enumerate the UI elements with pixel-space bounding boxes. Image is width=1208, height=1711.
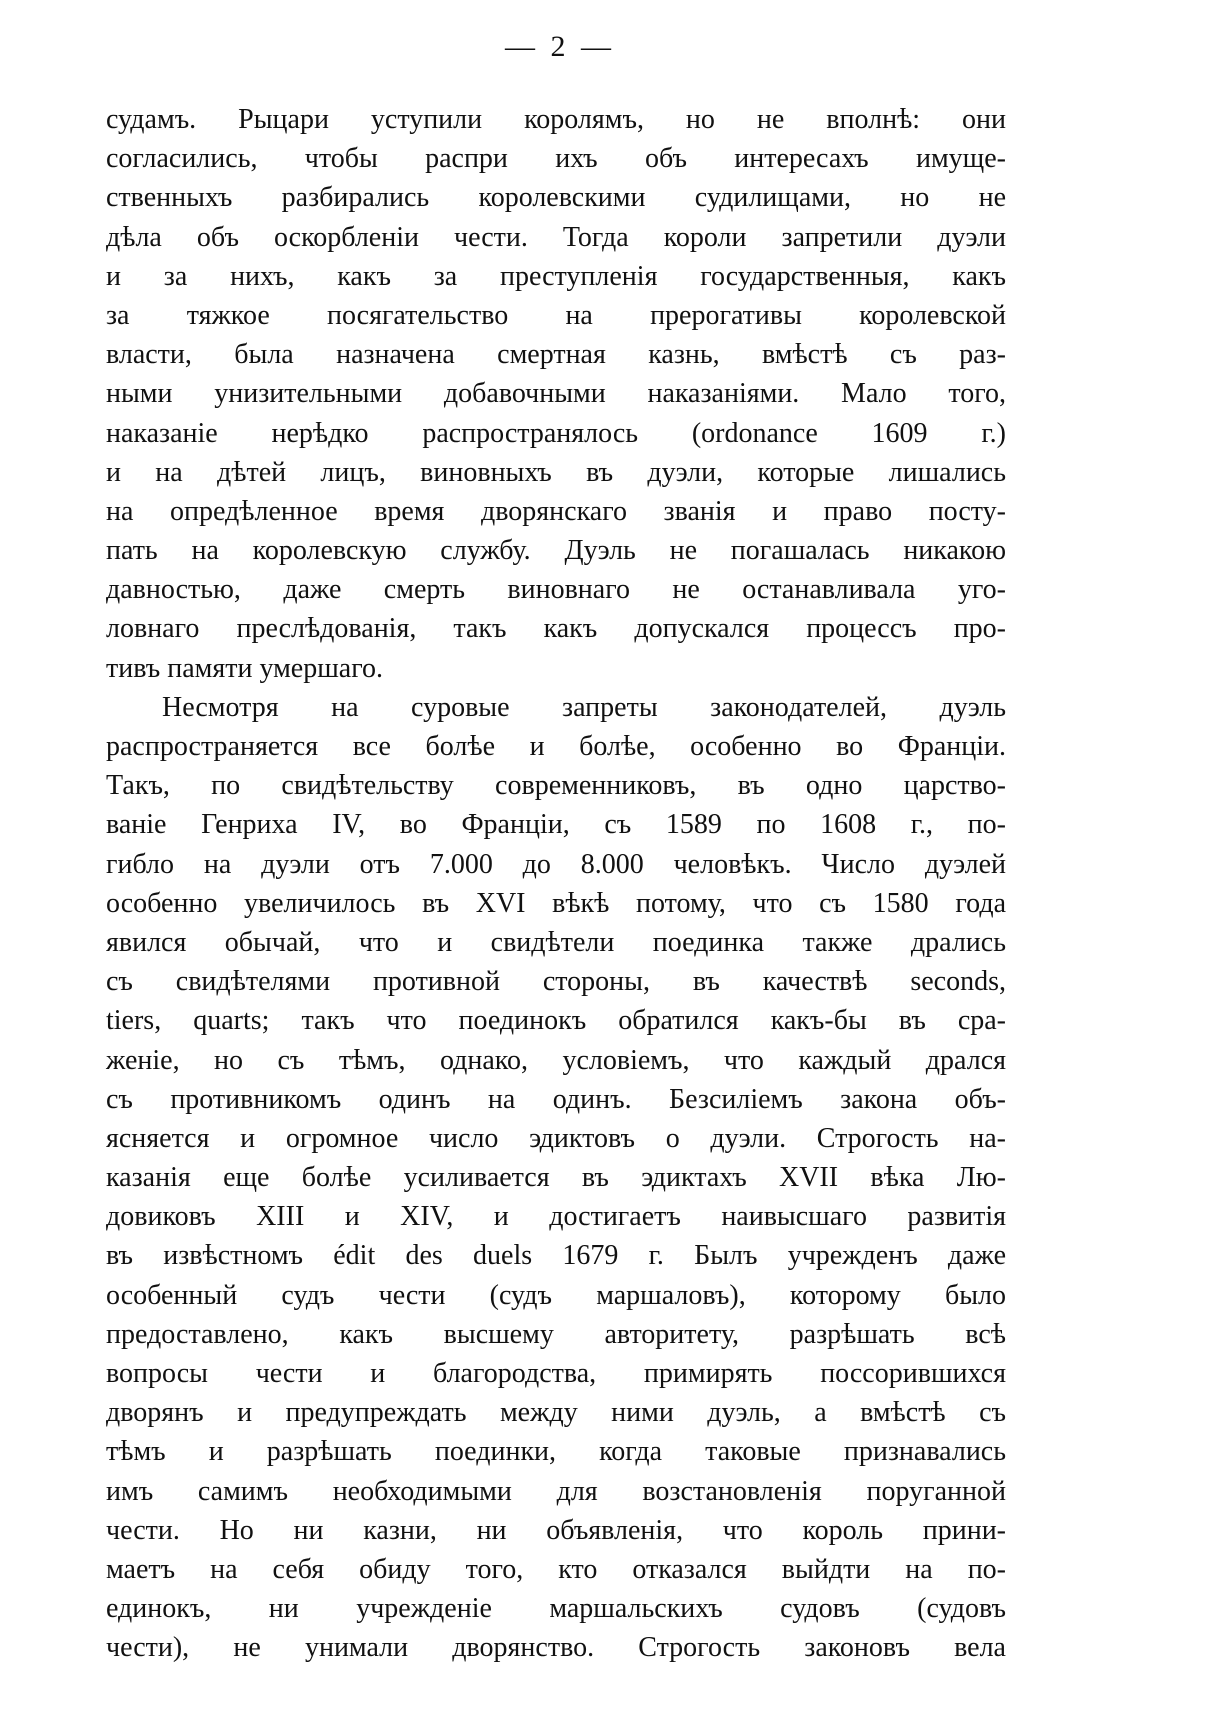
text-line: tiers, quarts; такъ что поединокъ обратился какъ-бы въ сра-: [106, 1005, 1006, 1037]
text-line: распространяется все болѣе и болѣе, особенно во Франціи.: [106, 731, 1006, 762]
text-line: особенный судъ чести (судъ маршаловъ), которому было: [106, 1279, 1006, 1311]
text-line: Несмотря на суровые запреты законодателей, дуэль: [162, 691, 1006, 723]
text-line: предоставлено, какъ высшему авторитету, разрѣшать всѣ: [106, 1318, 1006, 1350]
text-line: и на дѣтей лицъ, виновныхъ въ дуэли, которые лишались: [106, 456, 1006, 488]
text-line: пать на королевскую службу. Дуэль не погашалась никакою: [106, 535, 1006, 567]
text-line: власти, была назначена смертная казнь, вмѣстѣ съ раз-: [106, 339, 1006, 371]
text-line: въ извѣстномъ édit des duels 1679 г. Былъ учрежденъ даже: [106, 1240, 1006, 1272]
page-number: — 2 —: [505, 30, 615, 63]
body-text: [106, 100, 1006, 1668]
text-line: согласились, чтобы распри ихъ объ интересахъ имуще-: [106, 143, 1006, 175]
text-line: женіе, но съ тѣмъ, однако, условіемъ, что каждый дрался: [106, 1044, 1006, 1076]
text-line: съ противникомъ одинъ на одинъ. Безсиліемъ закона объ-: [106, 1083, 1006, 1115]
paragraph: [106, 688, 1006, 1668]
text-line: ясняется и огромное число эдиктовъ о дуэли. Строгость на-: [106, 1122, 1006, 1154]
text-line: давностью, даже смерть виновнаго не останавливала уго-: [106, 574, 1006, 606]
text-line: вопросы чести и благородства, примирять поссорившихся: [106, 1358, 1006, 1389]
text-line: чести. Но ни казни, ни объявленія, что король прини-: [106, 1514, 1006, 1546]
text-line: гибло на дуэли отъ 7.000 до 8.000 человѣкъ. Число дуэлей: [106, 848, 1006, 880]
paragraph: [106, 100, 1006, 688]
text-line: съ свидѣтелями противной стороны, въ качествѣ seconds,: [106, 966, 1006, 998]
text-line: за тяжкое посягательство на прерогативы королевской: [106, 299, 1006, 331]
text-line: чести), не унимали дворянство. Строгость законовъ вела: [106, 1632, 1006, 1664]
text-line: Такъ, по свидѣтельству современниковъ, въ одно царство-: [106, 770, 1006, 802]
text-line: наказаніе нерѣдко распространялось (ordonance 1609 г.): [106, 417, 1006, 449]
text-line: единокъ, ни учрежденіе маршальскихъ судовъ (судовъ: [106, 1593, 1006, 1625]
text-line: явился обычай, что и свидѣтели поединка также дрались: [106, 926, 1006, 958]
text-line: тивъ памяти умершаго.: [106, 652, 384, 684]
text-line: имъ самимъ необходимыми для возстановленія поруганной: [106, 1475, 1006, 1507]
text-line: казанія еще болѣе усиливается въ эдиктахъ XVII вѣка Лю-: [106, 1162, 1006, 1194]
text-line: и за нихъ, какъ за преступленія государственныя, какъ: [106, 260, 1006, 292]
text-line: довиковъ XIII и XIV, и достигаетъ наивысшаго развитія: [106, 1201, 1006, 1233]
text-line: тѣмъ и разрѣшать поединки, когда таковые признавались: [106, 1436, 1006, 1468]
text-line: дворянъ и предупреждать между ними дуэль, а вмѣстѣ съ: [106, 1397, 1006, 1429]
text-line: особенно увеличилось въ XVI вѣкѣ потому, что съ 1580 года: [106, 887, 1006, 919]
text-line: ственныхъ разбирались королевскими судилищами, но не: [106, 182, 1006, 214]
text-line: на опредѣленное время дворянскаго званія и право посту-: [106, 495, 1006, 527]
text-line: ными унизительными добавочными наказаніями. Мало того,: [106, 378, 1006, 410]
text-line: ваніе Генриха IV, во Франціи, съ 1589 по 1608 г., по-: [106, 809, 1006, 841]
text-line: дѣла объ оскорбленіи чести. Тогда короли запретили дуэли: [106, 221, 1006, 253]
text-line: ловнаго преслѣдованія, такъ какъ допускался процессъ про-: [106, 613, 1006, 645]
text-line: маетъ на себя обиду того, кто отказался выйдти на по-: [106, 1553, 1006, 1585]
text-line: судамъ. Рыцари уступили королямъ, но не вполнѣ: они: [106, 104, 1006, 135]
